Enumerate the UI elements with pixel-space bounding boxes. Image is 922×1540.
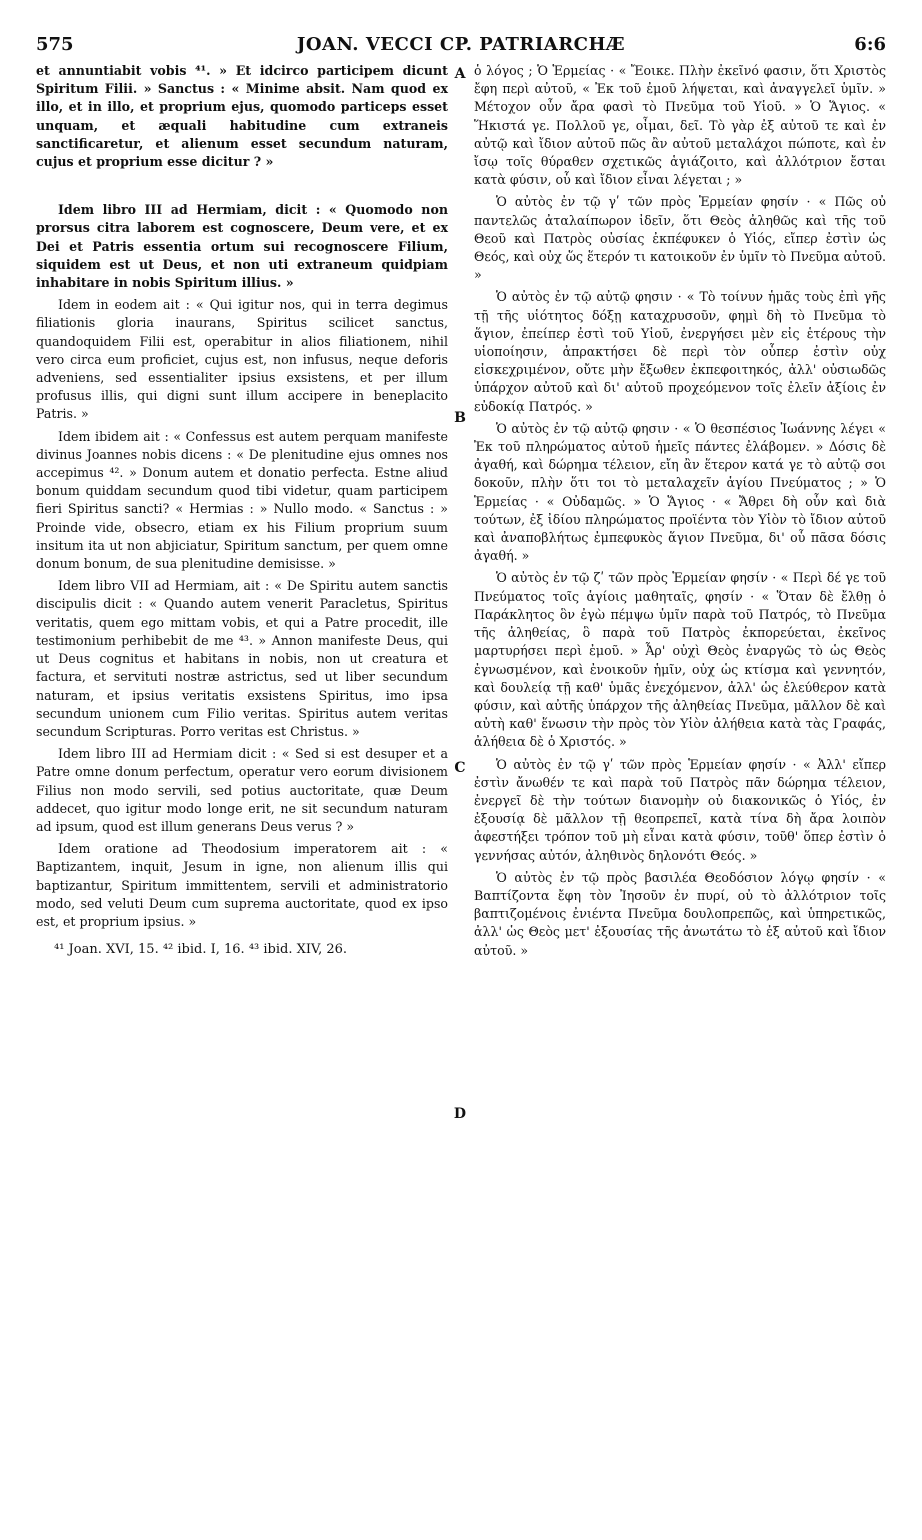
margin-marker-c: C xyxy=(454,760,466,776)
greek-paragraph: Ὁ αὐτὸς ἐν τῷ ζʹ τῶν πρὸς Ἑρμείαν φησίν · « Περὶ δέ γε τοῦ Πνεύματος τοῖς ἁγίοις μαθηταῖς, φησίν · « Ὅταν δὲ ἔλθῃ ὁ Παράκλητος ὃν ἐγὼ πέμψω ὑμῖν παρὰ τοῦ Πατρός, τὸ Πνεῦμα τῆς ἀληθείας, ὃ παρὰ τοῦ Πατρὸς ἐκπορεύεται, ἐκεῖνος μαρτυρήσει περὶ ἐμοῦ. » Ἆρ' οὐχὶ Θεὸς ἐναργῶς τὸ ὡς Θεὸς ἐγνωσμένον, καὶ ἐνοικοῦν ἡμῖν, οὐχ ὡς κτίσμα καὶ γεννητόν, καὶ δουλείᾳ τῇ καθ' ὑμᾶς ἐνεχόμενον, ἀλλ' ὡς ἐλεύθερον κατὰ φύσιν, καὶ αὐτῆς ὑπάρχον τῆς ἀληθείας Πνεῦμα, μᾶλλον δὲ καὶ αὐτὴ καθ' ἕνωσιν τὴν πρὸς τὸν Υἱὸν ἀλήθεια κατὰ τὰς Γραφάς, ἀλήθεια δὲ ὁ Χριστός. » xyxy=(474,570,886,750)
running-header xyxy=(36,34,886,58)
latin-paragraph: Idem in eodem ait : « Qui igitur nos, qui in terra degimus filiationis gloria inaurans, Spiritus scilicet sanctus, quandoquidem Filii est, operabitur in alios filiationem, nihil vero circa eum proficiet, cujus est, non infusus, neque deforis adveniens, sed essentialiter ipsius exsistens, et per illum profusus illis, qui digni sunt illum accipere in beneplacito Patris. » xyxy=(36,297,448,422)
greek-paragraph: Ὁ αὐτὸς ἐν τῷ αὐτῷ φησιν · « Τὸ τοίνυν ἡμᾶς τοὺς ἐπὶ γῆς τῇ τῆς υἱότητος δόξῃ καταχρυσοῦν, φημὶ δὴ τὸ Πνεῦμα τὸ ἅγιον, ἐπείπερ ἐστὶ τοῦ Υἱοῦ, ἐνεργήσει μὲν εἰς ἑτέρους τὴν υἱοποίησιν, ἀπρακτήσει δὲ περὶ τὸν οὗπερ ἐστὶν οὐχ εἰσκεχριμένον, οὔτε μὴν ἔξωθεν ἐκπεφοιτηκός, ἀλλ' οὐσιωδῶς ὑπάρχον αὐτοῦ καὶ δι' αὐτοῦ προχεόμενον τοῖς ἐλεῖν ἀξίοις ἐν εὐδοκίᾳ Πατρός. » xyxy=(474,289,886,414)
margin-marker-b: B xyxy=(454,410,466,426)
margin-marker-a: A xyxy=(454,66,466,82)
left-page-number: 575 xyxy=(36,34,74,55)
margin-marker-d: D xyxy=(453,1106,467,1122)
right-page-number: 6:6 xyxy=(854,34,886,55)
latin-column xyxy=(36,62,448,963)
latin-paragraph: Idem oratione ad Theodosium imperatorem ait : « Baptizantem, inquit, Jesum in igne, non alienum illis qui baptizantur, Spiritum immittentem, servili et administratorio modo, sed veluti Deum cum suprema auctoritate, quod ex ipso est, et proprium ipsius. » xyxy=(36,841,448,929)
latin-paragraph: Idem libro III ad Hermiam dicit : « Sed si est desuper et a Patre omne donum perfectum, operatur vero eorum divisionem Filius non modo servili, sed potius auctoritate, quæ Deum addecet, quo igitur modo longe erit, ne sit secundum naturam ad ipsum, quod est illum generans Deus verus ? » xyxy=(36,746,448,834)
greek-paragraph: Ὁ αὐτὸς ἐν τῷ γʹ τῶν πρὸς Ἑρμείαν φησίν · « Πῶς οὐ παντελῶς ἀταλαίπωρον ἰδεῖν, ὅτι Θεὸς ἀληθῶς καὶ τῆς τοῦ Θεοῦ καὶ Πατρὸς οὐσίας ἐκπέφυκεν ὁ Υἱός, εἴπερ ἐστὶν ὡς Θεός, καὶ οὐχ ὥς ἕτερόν τι κατοικοῦν ἐν ὑμῖν τὸ Πνεῦμα αὐτοῦ. » xyxy=(474,194,886,283)
greek-paragraph: Ὁ αὐτὸς ἐν τῷ αὐτῷ φησιν · « Ὁ θεσπέσιος Ἰωάννης λέγει « Ἐκ τοῦ πληρώματος αὐτοῦ ἡμεῖς πάντες ἐλάβομεν. » Δόσις δὲ ἀγαθή, καὶ δώρημα τέλειον, εἴη ἂν ἕτερον κατά γε τὸ αὐτῷ σοι δοκοῦν, πλὴν ὅτι τοι τὸ μεταλαχεῖν ἁγίου Πνεύματος ; » Ὁ Ἑρμείας · « Οὐδαμῶς. » Ὁ Ἅγιος · « Ἄθρει δὴ οὖν καὶ διὰ τούτων, ἐξ ἰδίου πληρώματος προϊέντα τὸν Υἱὸν τὸ ἴδιον αὐτοῦ καὶ ἀναποβλήτως ἐμπεφυκὸς ἅγιον Πνεῦμα, δι' οὗ πᾶσα δόσις ἀγαθή. » xyxy=(474,420,886,564)
greek-column xyxy=(474,62,886,964)
running-title: JOAN. VECCI CP. PATRIARCHÆ xyxy=(296,34,626,55)
greek-paragraph: Ὁ αὐτὸς ἐν τῷ πρὸς βασιλέα Θεοδόσιον λόγῳ φησίν · « Βαπτίζοντα ἔφη τὸν Ἰησοῦν ἐν πυρί, οὐ τὸ ἀλλότριον τοῖς βαπτιζομένοις ἐνιέντα Πνεῦμα δουλοπρεπῶς, καὶ ὑπηρετικῶς, ἀλλ' ὡς Θεὸς μετ' ἐξουσίας τῆς ἀνωτάτω τὸ ἐξ αὐτοῦ καὶ ἴδιον αὐτοῦ. » xyxy=(474,869,886,958)
latin-paragraph: Idem libro VII ad Hermiam, ait : « De Spiritu autem sanctis discipulis dicit : « Quando autem venerit Paracletus, Spiritus veritatis, quem ego mittam vobis, et qui a Patre procedit, ille testimonium perhibebit de me ⁴³. » Annon manifeste Deus, qui ut Deus cognitus et habitans in nobis, non ut creatura et factura, et servituti nostræ astrictus, sed ut liber secundum naturam, et ipsius veritatis exsistens Spiritus, imo ipsa secundum unionem cum Filio veritas. Spiritus autem veritas secundum Scripturas. Porro veritas est Christus. » xyxy=(36,578,448,739)
latin-paragraph: et annuntiabit vobis ⁴¹. » Et idcirco participem dicunt Spiritum Filii. » Sanctus : « Minime absit. Nam quod ex illo, et in illo, et proprium ejus, quomodo particeps esset unquam, et æquali habitudine cum extraneis sanctificaretur, et alienum esset secundum naturam, cujus et proprium esse dicitur ? » xyxy=(36,63,448,170)
latin-paragraph: Idem libro III ad Hermiam, dicit : « Quomodo non prorsus citra laborem est cognoscere, Deum vere, et ex Dei et Patris essentia ortum sui recognoscere Filium, siquidem est ut Deus, et non uti extraneum quidpiam inhabitare in nobis Spiritum illius. » xyxy=(36,202,448,291)
greek-paragraph: Ὁ αὐτὸς ἐν τῷ γʹ τῶν πρὸς Ἑρμείαν φησίν · « Ἀλλ' εἴπερ ἐστὶν ἄνωθέν τε καὶ παρὰ τοῦ Πατρὸς πᾶν δώρημα τέλειον, ἐνεργεῖ δὲ τὴν τούτων διανομὴν οὐ διακονικῶς ὁ Υἱός, ἐν ἐξουσίᾳ δὲ μᾶλλον τῇ θεοπρεπεῖ, κατὰ τίνα δὴ ἄρα λοιπὸν ἀφεστήξει τρόπον τοῦ μὴ εἶναι κατὰ φύσιν, τοῦθ' ὅπερ ἐστὶν ὁ γεννήσας αὐτόν, ἀληθινὸς δηλονότι Θεός. » xyxy=(474,756,886,863)
greek-paragraph: ὁ λόγος ; Ὁ Ἑρμείας · « Ἔοικε. Πλὴν ἐκεῖνό φασιν, ὅτι Χριστὸς ἔφη περὶ αὐτοῦ, « Ἐκ τοῦ ἐμοῦ λήψεται, καὶ ἀναγγελεῖ ὑμῖν. » Μέτοχον οὖν ἄρα φασὶ τὸ Πνεῦμα τοῦ Υἱοῦ. » Ὁ Ἅγιος. « Ἥκιστά γε. Πολλοῦ γε, οἶμαι, δεῖ. Τὸ γὰρ ἐξ αὐτοῦ τε καὶ ἐν αὐτῷ καὶ ἴδιον αὐτοῦ πῶς ἂν αὐτοῦ μεταλάχοι πώποτε, καὶ ἐν ἴσῳ τοῖς θύραθεν σχετικῶς ἁγιάζοιτο, καὶ ἀλλότριον ἔσται κατὰ φύσιν, οὗ καὶ ἴδιον εἶναι λέγεται ; » xyxy=(474,63,886,188)
paragraph-gap xyxy=(36,175,448,201)
footnotes: ⁴¹ Joan. XVI, 15. ⁴² ibid. I, 16. ⁴³ ibid. XIV, 26. xyxy=(54,942,348,958)
latin-paragraph: Idem ibidem ait : « Confessus est autem perquam manifeste divinus Joannes nobis dicens : « De plenitudine ejus omnes nos accepimus ⁴². » Donum autem et donatio perfecta. Estne aliud bonum quiddam secundum quod tibi videtur, quam participem fieri Spiritus sancti? « Hermias : » Nullo modo. « Sanctus : » Proinde vide, obsecro, etiam ex his Filium proprium suum insitum ita ut non abjiciatur, Spiritum sanctum, per quem omne donum bonum, de sua plenitudine demisisse. » xyxy=(36,428,448,572)
